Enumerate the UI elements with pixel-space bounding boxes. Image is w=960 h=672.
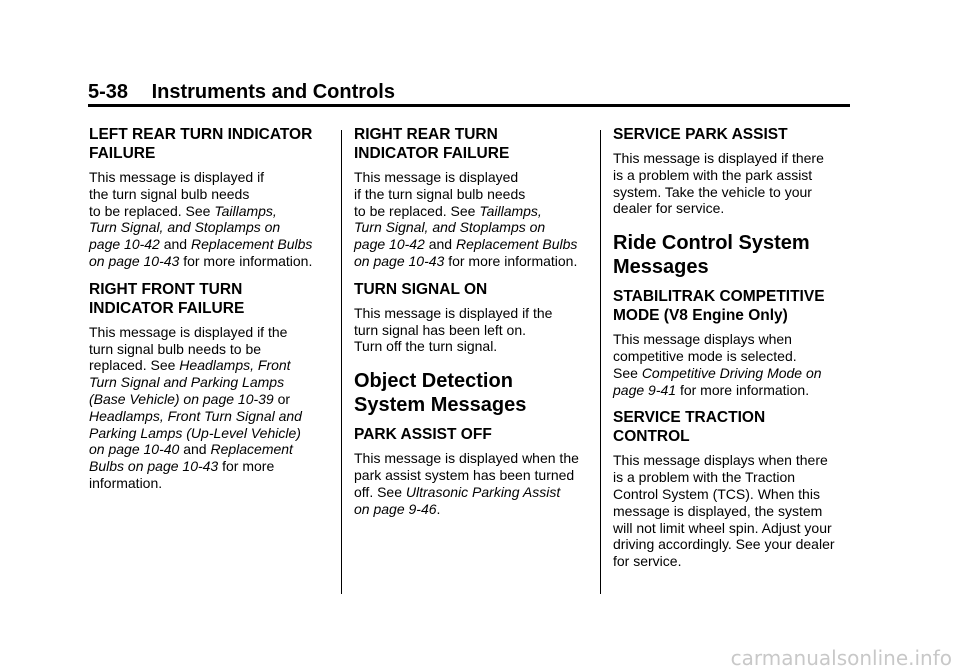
cross-reference: Parking Lamps (Up-Level Vehicle) [89,424,301,441]
cross-reference: Taillamps, [214,202,277,219]
paragraph-left-rear [89,169,337,270]
text-line [613,452,861,469]
cross-reference: Replacement [210,441,293,458]
text-segment: message is displayed, the system [613,502,823,519]
text-line [354,305,602,322]
text-line [89,391,337,408]
text-line [89,253,337,270]
heading-right-rear-turn-indicator-failure: RIGHT REAR TURN INDICATOR FAILURE [354,126,510,162]
cross-reference: (Base Vehicle) on page 10-39 [89,390,274,407]
text-segment: information. [89,474,163,491]
text-line [613,553,861,570]
text-segment: for more information. [179,252,313,269]
cross-reference: on page 10-43 [354,252,445,269]
text-segment: off. See [354,483,406,500]
text-line [89,357,337,374]
text-line [613,503,861,520]
text-segment: or [273,390,291,407]
text-line [613,536,861,553]
cross-reference: on page 9-46 [354,500,437,517]
text-line [613,200,861,217]
heading-stabilitrak-competitive-mode: STABILITRAK COMPETITIVE MODE (V8 Engine Only) [613,288,825,325]
text-segment: and [179,441,211,458]
text-segment: park assist system has been turned [354,466,575,483]
text-segment: Turn off the turn signal. [354,338,498,355]
text-segment: for service. [613,553,682,570]
text-segment: replaced. See [89,357,180,374]
text-line [354,501,602,518]
text-line [89,169,337,186]
text-line [613,382,861,399]
paragraph-right-rear [354,169,602,270]
text-line [613,184,861,201]
cross-reference: page 10-42 [354,236,425,253]
text-line [354,484,602,501]
text-segment: This message is displayed [354,169,519,185]
page-number: 5-38 [88,81,129,103]
text-line [613,520,861,537]
text-segment: Control System (TCS). When this [613,485,820,502]
column-divider-1 [341,130,342,594]
text-segment: driving accordingly. See your dealer [613,536,835,553]
text-line [613,365,861,382]
text-line [354,253,602,270]
text-segment: will not limit wheel spin. Adjust your [613,519,832,536]
text-segment: turn signal has been left on. [354,321,527,338]
cross-reference: Turn Signal and Parking Lamps [89,374,285,391]
text-line [613,167,861,184]
text-line [613,150,861,167]
cross-reference: Headlamps, Front Turn Signal and [89,407,302,424]
cross-reference: Ultrasonic Parking Assist [405,483,561,500]
heading-right-front-turn-indicator-failure: RIGHT FRONT TURN INDICATOR FAILURE [89,280,245,317]
heading-ride-control-system-messages: Ride Control System Messages [613,232,810,279]
heading-object-detection-system-messages: Object Detection System Messages [354,370,527,417]
text-line [89,324,337,341]
text-segment: This message displays when [613,331,792,348]
text-line [354,169,602,186]
heading-service-traction-control: SERVICE TRACTION CONTROL [613,409,766,446]
text-segment: This message is displayed if [89,169,265,185]
text-segment: to be replaced. See [89,202,215,219]
text-line [354,203,602,220]
section-title: Instruments and Controls [151,81,395,103]
text-line [613,469,861,486]
text-segment: to be replaced. See [354,202,480,219]
header-rule [88,104,850,107]
text-line [89,458,337,475]
text-line [89,408,337,425]
text-segment: for more information. [676,381,810,398]
text-segment: This message is displayed if the [354,304,553,321]
paragraph-service-traction-control [613,452,861,570]
text-line [89,341,337,358]
text-line [89,236,337,253]
column-2 [354,125,602,527]
text-line [354,450,602,467]
cross-reference: Taillamps, [479,202,542,219]
page-header [88,80,850,104]
text-segment: system. Take the vehicle to your [613,183,812,200]
cross-reference: on page 10-40 [89,441,180,458]
column-1 [89,125,337,502]
cross-reference: on page 10-43 [89,252,180,269]
text-segment: dealer for service. [613,200,725,217]
text-line [354,186,602,203]
paragraph-right-front [89,324,337,492]
text-line [89,186,337,203]
text-line [613,486,861,503]
text-segment: and [159,236,191,253]
cross-reference: Competitive Driving Mode on [641,364,822,381]
text-line [613,331,861,348]
text-segment: See [613,364,642,381]
text-segment: is a problem with the Traction [613,469,796,486]
paragraph-stabilitrak [613,331,861,398]
text-line [89,425,337,442]
text-line [354,467,602,484]
cross-reference: page 9-41 [613,381,677,398]
paragraph-turn-signal-on [354,305,602,355]
watermark: carmanualsonline.info [730,646,952,670]
cross-reference: Replacement Bulbs [190,236,313,253]
cross-reference: Turn Signal, and Stoplamps on [354,219,546,236]
text-line [89,441,337,458]
text-segment: This message is displayed if the [89,323,288,340]
text-line [89,203,337,220]
text-line [89,475,337,492]
text-line [89,374,337,391]
cross-reference: page 10-42 [89,236,160,253]
cross-reference: Turn Signal, and Stoplamps on [89,219,281,236]
paragraph-service-park-assist [613,150,861,217]
text-segment: This message is displayed when the [354,450,579,467]
text-segment: This message displays when there [613,452,828,469]
heading-left-rear-turn-indicator-failure: LEFT REAR TURN INDICATOR FAILURE [89,126,313,162]
cross-reference: Headlamps, Front [179,357,291,374]
text-segment: for more [218,458,275,475]
text-line [354,338,602,355]
text-segment: for more information. [444,252,578,269]
text-line [354,236,602,253]
text-segment: competitive mode is selected. [613,347,797,364]
text-segment: . [436,500,441,517]
heading-park-assist-off: PARK ASSIST OFF [354,426,492,444]
heading-service-park-assist: SERVICE PARK ASSIST [613,126,788,143]
column-3 [613,125,861,580]
heading-turn-signal-on: TURN SIGNAL ON [354,280,488,298]
paragraph-park-assist-off [354,450,602,517]
text-segment: the turn signal bulb needs [89,185,250,202]
text-segment: if the turn signal bulb needs [354,185,526,202]
text-segment: and [424,236,456,253]
text-line [354,219,602,236]
text-line [613,348,861,365]
cross-reference: Bulbs on page 10-43 [89,458,219,475]
text-segment: This message is displayed if there [613,150,824,166]
text-segment: is a problem with the park assist [613,166,813,183]
text-line [354,322,602,339]
text-segment: turn signal bulb needs to be [89,340,262,357]
cross-reference: Replacement Bulbs [455,236,578,253]
text-line [89,219,337,236]
